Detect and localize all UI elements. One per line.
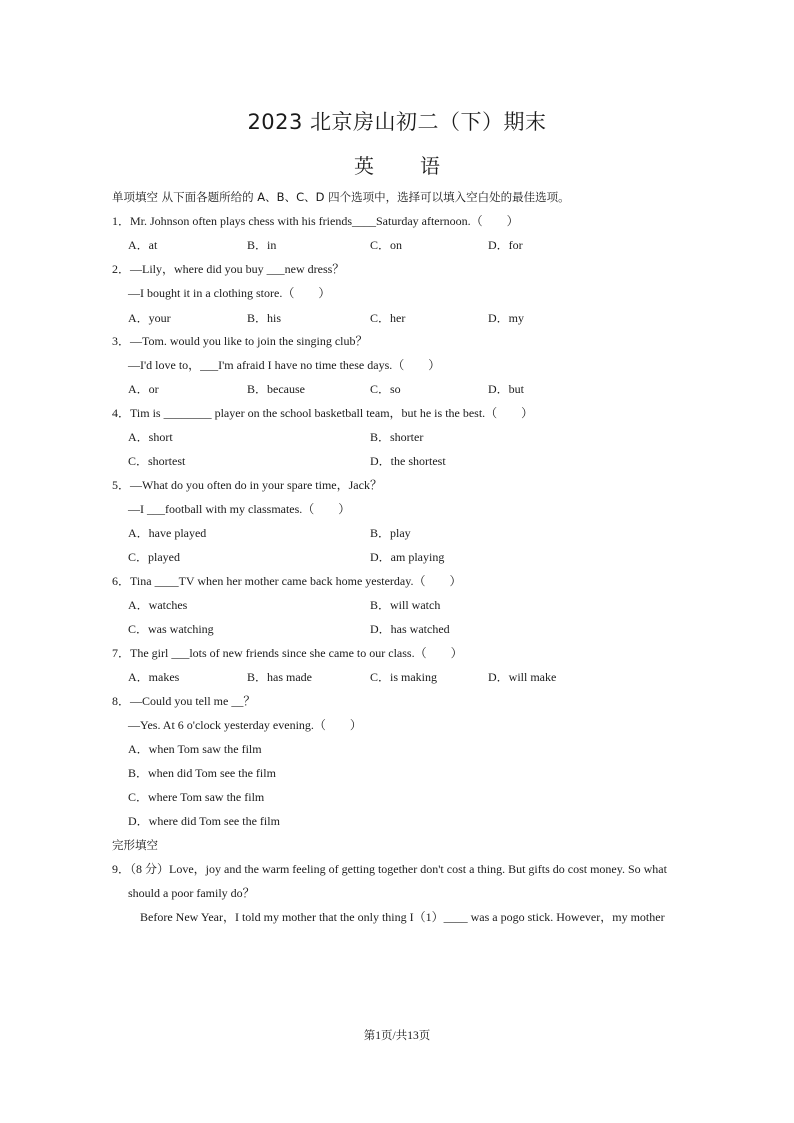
question-4-option-d: D．the shortest (370, 454, 446, 468)
question-3-option-c: C．so (370, 382, 401, 396)
question-5-stem: 5．—What do you often do in your spare time，Jack？ (112, 478, 382, 492)
question-4-option-a: A．short (128, 430, 173, 444)
question-3-option-b: B．because (247, 382, 305, 396)
question-8-option-a: A．when Tom saw the film (128, 742, 262, 756)
document-title: 2023 北京房山初二（下）期末 (247, 110, 547, 134)
subject-char-1: 英 (354, 154, 374, 178)
question-3-reply: —I'd love to，___I'm afraid I have no time these days.（ ） (128, 358, 441, 372)
question-2-stem: 2．—Lily，where did you buy ___new dress？ (112, 262, 345, 276)
question-8-option-c: C．where Tom saw the film (128, 790, 265, 804)
section-instructions: 单项填空 从下面各题所给的 A、B、C、D 四个选项中，选择可以填入空白处的最佳选项。 (112, 190, 570, 204)
question-5-option-a: A．have played (128, 526, 207, 540)
question-8-stem: 8．—Could you tell me __？ (112, 694, 256, 708)
question-5-option-b: B．play (370, 526, 411, 540)
question-7-option-d: D．will make (488, 670, 557, 684)
cloze-passage-line-1: 9．（8 分）Love，joy and the warm feeling of getting together don't cost a thing. But gifts do cost money. So what (112, 862, 667, 876)
question-7-option-a: A．makes (128, 670, 180, 684)
question-1-option-b: B．in (247, 238, 277, 252)
question-6-option-d: D．has watched (370, 622, 450, 636)
question-1-option-a: A．at (128, 238, 158, 252)
question-2-option-c: C．her (370, 311, 406, 325)
question-8-reply: —Yes. At 6 o'clock yesterday evening.（ ） (128, 718, 362, 732)
question-8-option-b: B．when did Tom see the film (128, 766, 276, 780)
subject-char-2: 语 (420, 154, 440, 178)
question-5-reply: —I ___football with my classmates.（ ） (128, 502, 351, 516)
question-6-stem: 6．Tina ____TV when her mother came back home yesterday.（ ） (112, 574, 462, 588)
question-6-option-c: C．was watching (128, 622, 214, 636)
cloze-passage-line-3: Before New Year，I told my mother that the only thing I（1）____ was a pogo stick. However，my mother (140, 910, 665, 924)
page-number: 第1页/共13页 (363, 1030, 431, 1042)
question-2-reply: —I bought it in a clothing store.（ ） (128, 286, 331, 300)
question-3-option-a: A．or (128, 382, 159, 396)
question-1-stem: 1．Mr. Johnson often plays chess with his friends____Saturday afternoon.（ ） (112, 214, 519, 228)
question-1-option-d: D．for (488, 238, 523, 252)
question-3-option-d: D．but (488, 382, 525, 396)
question-4-option-c: C．shortest (128, 454, 186, 468)
question-6-option-b: B．will watch (370, 598, 441, 612)
question-8-option-d: D．where did Tom see the film (128, 814, 280, 828)
question-5-option-c: C．played (128, 550, 180, 564)
question-7-stem: 7．The girl ___lots of new friends since she came to our class.（ ） (112, 646, 463, 660)
question-4-stem: 4．Tim is ________ player on the school basketball team，but he is the best.（ ） (112, 406, 534, 420)
question-1-option-c: C．on (370, 238, 403, 252)
cloze-section-heading: 完形填空 (112, 838, 158, 852)
question-2-option-b: B．his (247, 311, 282, 325)
subject-heading (0, 150, 794, 179)
question-2-option-d: D．my (488, 311, 525, 325)
question-3-stem: 3．—Tom. would you like to join the singing club？ (112, 334, 368, 348)
question-7-option-b: B．has made (247, 670, 312, 684)
question-5-option-d: D．am playing (370, 550, 445, 564)
question-7-option-c: C．is making (370, 670, 438, 684)
question-4-option-b: B．shorter (370, 430, 424, 444)
question-6-option-a: A．watches (128, 598, 188, 612)
cloze-passage-line-2: should a poor family do？ (128, 886, 255, 900)
question-2-option-a: A．your (128, 311, 171, 325)
